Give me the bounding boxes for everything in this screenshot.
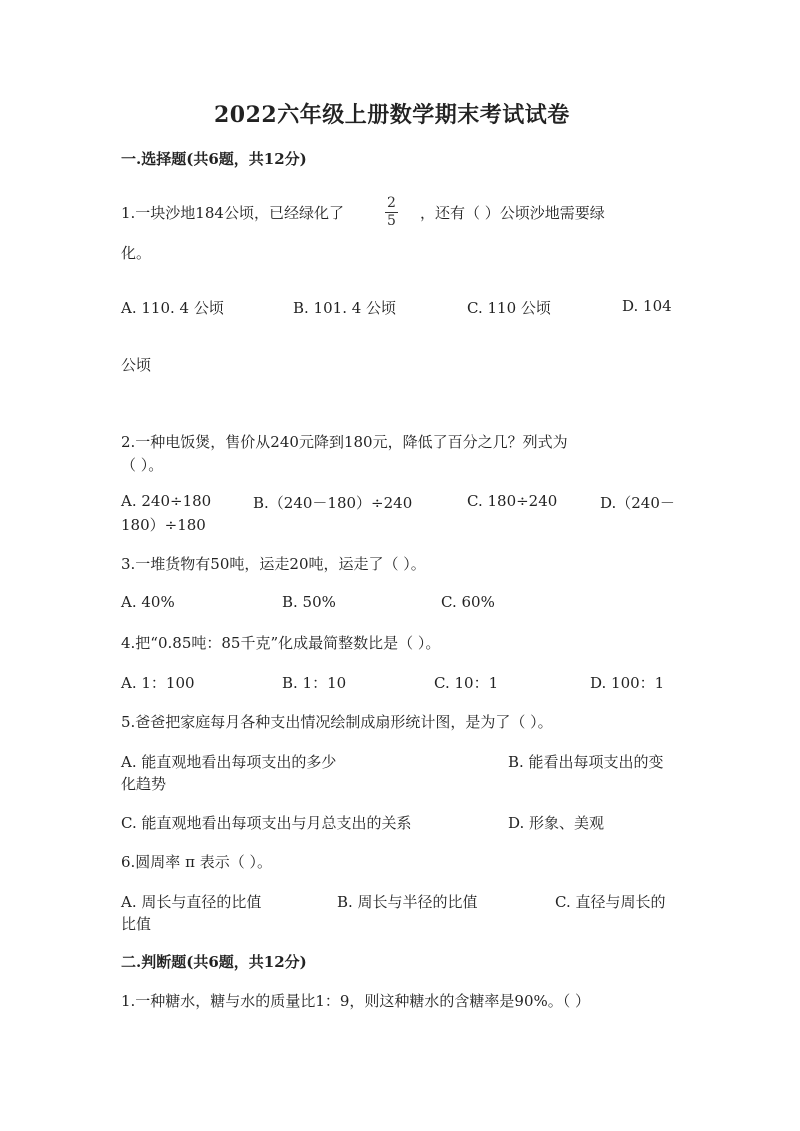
section-heading-judge: 二.判断题(共6题，共12分) — [121, 953, 307, 971]
question-6-option-c: C. 直径与周长的 — [555, 893, 666, 911]
question-4-option-d: D. 100：1 — [590, 674, 665, 692]
question-5-option-cont: 化趋势 — [121, 775, 167, 793]
question-5-option-c: C. 能直观地看出每项支出与月总支出的关系 — [121, 814, 412, 832]
question-5-option-b: B. 能看出每项支出的变 — [508, 753, 664, 771]
question-1-text-after: ，还有（ ）公顷沙地需要绿 — [420, 204, 605, 222]
question-1-option-cont: 公顷 — [121, 356, 152, 374]
question-4-option-c: C. 10：1 — [434, 674, 499, 692]
question-2-option-a: A. 240÷180 — [121, 492, 212, 510]
fraction-numerator: 2 — [387, 195, 396, 211]
fraction-2-5 — [385, 196, 398, 229]
question-6-option-cont: 比值 — [121, 915, 152, 933]
question-2-option-cont: 180）÷180 — [121, 516, 206, 534]
fraction-denominator: 5 — [387, 213, 396, 229]
question-3-text: 3.一堆货物有50吨，运走20吨，运走了（ ）。 — [121, 555, 426, 573]
question-5-text: 5.爸爸把家庭每月各种支出情况绘制成扇形统计图，是为了（ ）。 — [121, 713, 553, 731]
question-2-text-cont: （ ）。 — [121, 456, 164, 474]
question-1-text: 1.一块沙地184公顷，已经绿化了 — [121, 204, 344, 222]
question-4-option-b: B. 1：10 — [282, 674, 347, 692]
question-2-option-b: B.（240－180）÷240 — [253, 494, 413, 512]
question-2-option-d: D.（240－ — [600, 494, 675, 512]
question-3-option-c: C. 60% — [441, 593, 495, 611]
question-4-option-a: A. 1：100 — [121, 674, 195, 692]
question-1-option-a: A. 110. 4 公顷 — [121, 299, 224, 317]
question-6-option-a: A. 周长与直径的比值 — [121, 893, 262, 911]
question-5-option-a: A. 能直观地看出每项支出的多少 — [121, 753, 337, 771]
question-2-text: 2.一种电饭煲，售价从240元降到180元，降低了百分之几？列式为 — [121, 433, 568, 451]
question-6-option-b: B. 周长与半径的比值 — [337, 893, 478, 911]
question-1-option-b: B. 101. 4 公顷 — [293, 299, 397, 317]
question-1-text-cont: 化。 — [121, 244, 152, 262]
section-heading-choice: 一.选择题(共6题，共12分) — [121, 150, 307, 168]
question-5-option-d: D. 形象、美观 — [508, 814, 605, 832]
question-4-text: 4.把“0.85吨：85千克”化成最简整数比是（ ）。 — [121, 634, 441, 652]
question-3-option-a: A. 40% — [121, 593, 175, 611]
question-6-text: 6.圆周率 π 表示（ ）。 — [121, 853, 272, 871]
question-2-option-c: C. 180÷240 — [467, 492, 558, 510]
judge-question-1-text: 1.一种糖水，糖与水的质量比1：9，则这种糖水的含糖率是90%。（ ） — [121, 992, 591, 1010]
question-1-option-d: D. 104 — [622, 297, 672, 315]
page-title: 2022六年级上册数学期末考试试卷 — [214, 102, 570, 128]
question-3-option-b: B. 50% — [282, 593, 336, 611]
question-1-option-c: C. 110 公顷 — [467, 299, 551, 317]
